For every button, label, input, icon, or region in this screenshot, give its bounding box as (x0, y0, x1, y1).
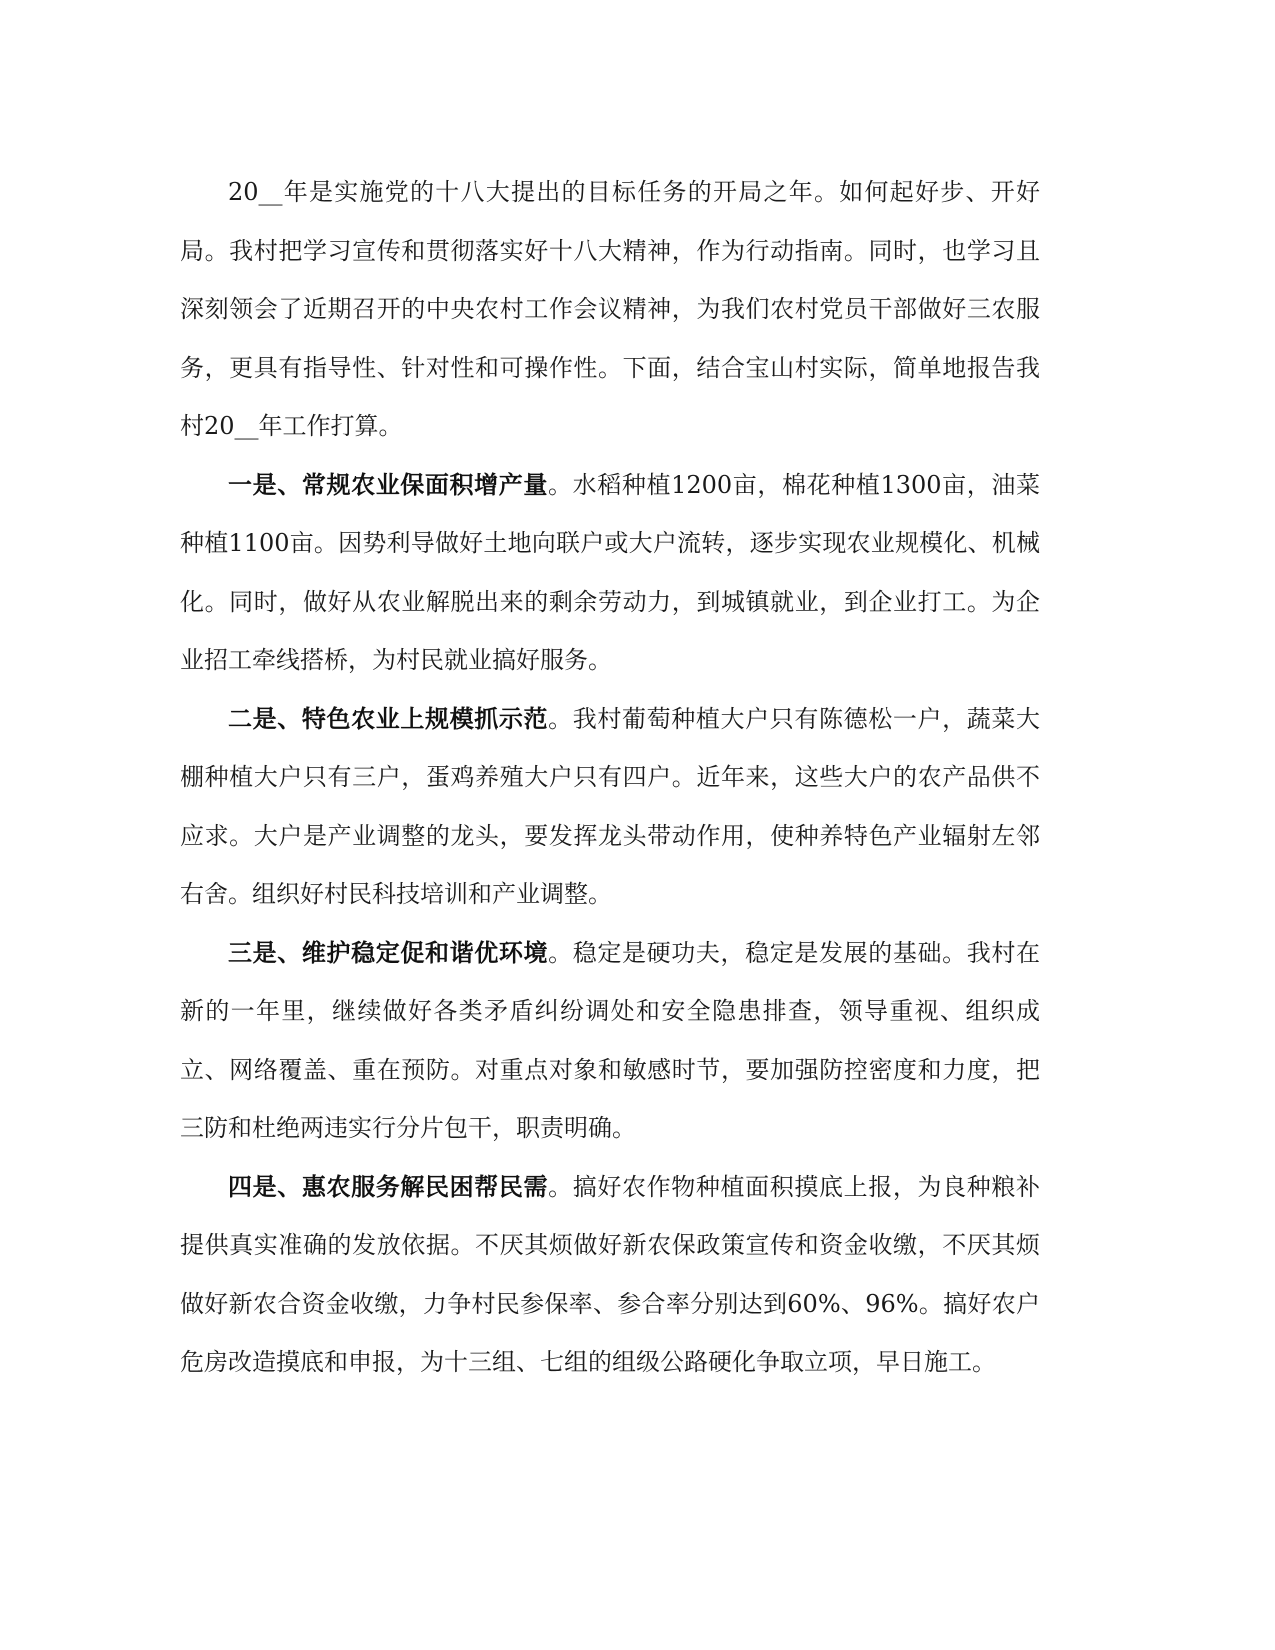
paragraph-text: 。水稻种植1200亩，棉花种植1300亩，油菜种植1100亩。因势利导做好土地向联户或大户流转，逐步实现农业规模化、机械化。同时，做好从农业解脱出来的剩余劳动力，到城镇就业，到企业打工。为企业招工牵线搭桥，为村民就业搞好服务。 (180, 470, 1040, 674)
paragraph-lead: 一是、常规农业保面积增产量 (228, 469, 548, 499)
paragraph-lead: 二是、特色农业上规模抓示范 (228, 703, 549, 733)
paragraph-text: 。稳定是硬功夫，稳定是发展的基础。我村在新的一年里，继续做好各类矛盾纠纷调处和安全隐患排查，领导重视、组织成立、网络覆盖、重在预防。对重点对象和敏感时节，要加强防控密度和力度，把三防和杜绝两违实行分片包干，职责明确。 (180, 938, 1040, 1142)
document-body (180, 163, 1040, 1392)
paragraph-intro (180, 163, 1040, 456)
paragraph-text: 20__年是实施党的十八大提出的目标任务的开局之年。如何起好步、开好局。我村把学习宣传和贯彻落实好十八大精神，作为行动指南。同时，也学习且深刻领会了近期召开的中央农村工作会议精神，为我们农村党员干部做好三农服务，更具有指导性、针对性和可操作性。下面，结合宝山村实际，简单地报告我村20__年工作打算。 (180, 178, 1040, 440)
paragraph-text: 。搞好农作物种植面积摸底上报，为良种粮补提供真实准确的发放依据。不厌其烦做好新农保政策宣传和资金收缴，不厌其烦做好新农合资金收缴，力争村民参保率、参合率分别达到60%、96%。搞好农户危房改造摸底和申报，为十三组、七组的组级公路硬化争取立项，早日施工。 (180, 1172, 1040, 1376)
paragraph-lead: 四是、惠农服务解民困帮民需 (228, 1171, 549, 1201)
paragraph-lead: 三是、维护稳定促和谐优环境 (228, 937, 549, 967)
paragraph-1 (180, 456, 1040, 690)
paragraph-2 (180, 690, 1040, 924)
paragraph-3 (180, 924, 1040, 1158)
paragraph-text: 。我村葡萄种植大户只有陈德松一户，蔬菜大棚种植大户只有三户，蛋鸡养殖大户只有四户。近年来，这些大户的农产品供不应求。大户是产业调整的龙头，要发挥龙头带动作用，使种养特色产业辐射左邻右舍。组织好村民科技培训和产业调整。 (180, 704, 1040, 908)
paragraph-4 (180, 1158, 1040, 1392)
